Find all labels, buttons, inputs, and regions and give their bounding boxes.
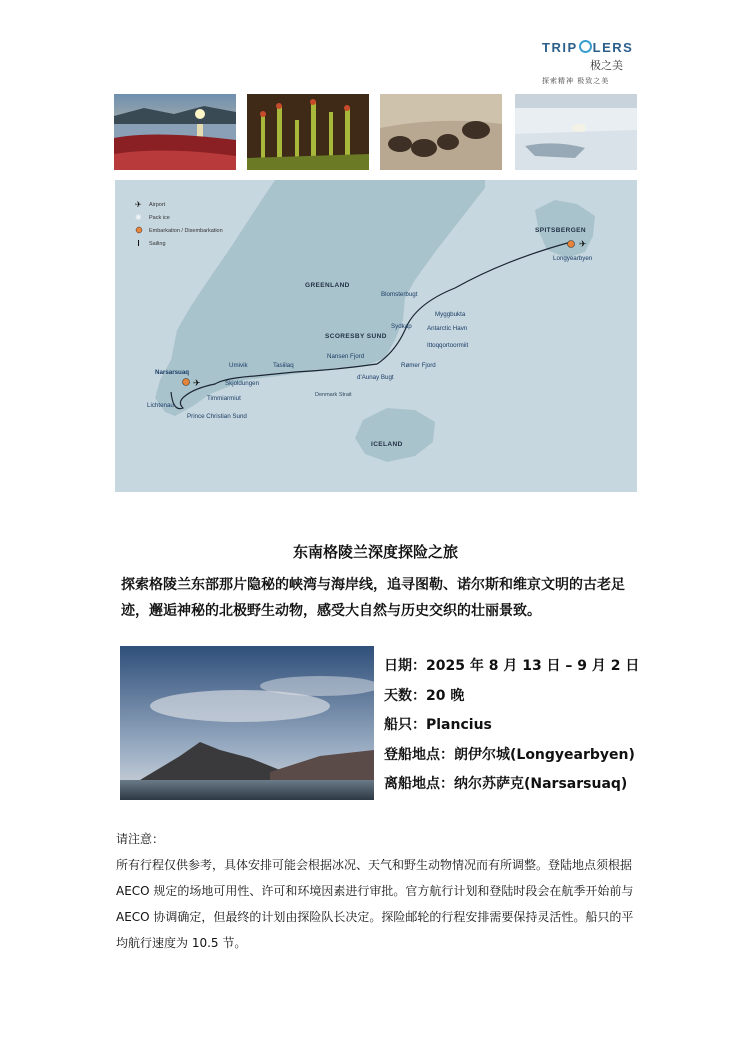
logo-o-ring-icon: [579, 40, 592, 53]
label-myggbukta: Myggbukta: [435, 311, 466, 318]
legend-pack-ice: Pack ice: [149, 215, 170, 221]
label-romer-fjord: Rømer Fjord: [401, 362, 436, 369]
trip-embark: 登船地点：朗伊尔城(Longyearbyen): [384, 746, 635, 763]
legend-sailing-icon: [138, 240, 139, 246]
trip-ship: 船只：Plancius: [384, 717, 492, 733]
legend-airport: Airport: [149, 202, 166, 208]
page-title: 东南格陵兰深度探险之旅: [292, 543, 458, 561]
legend-pack-ice-icon: ✱: [135, 213, 142, 222]
brand-name: TRIP LERS: [542, 40, 634, 55]
label-lichtenau: Lichtenau: [147, 402, 174, 409]
label-greenland: GREENLAND: [305, 282, 350, 289]
label-narsarsuaq: Narsarsuaq: [155, 369, 190, 376]
label-longyearbyen: Longyearbyen: [553, 255, 593, 262]
photo-muskoxen: [380, 94, 502, 170]
label-spitsbergen: SPITSBERGEN: [535, 227, 586, 234]
airport-icon-narsarsuaq: ✈: [193, 379, 201, 389]
trip-disembark: 离船地点：纳尔苏萨克(Narsarsuaq): [384, 776, 628, 792]
label-tasiilaq: Tasiilaq: [273, 362, 294, 369]
label-iceland: ICELAND: [371, 441, 403, 448]
label-scoresby-sund: SCORESBY SUND: [325, 333, 387, 340]
note-heading: 请注意：: [116, 832, 165, 846]
photo-polar-bear: [515, 94, 637, 170]
label-umivik: Umivik: [229, 362, 248, 369]
label-daunay-bugt: d'Aunay Bugt: [357, 374, 394, 381]
label-antarctic-havn: Antarctic Havn: [427, 325, 468, 332]
photo-sunset-fjord: [114, 94, 236, 170]
note-body: 所有行程仅供参考，具体安排可能会根据冰况、天气和野生动物情况而有所调整。登陆地点须根据 AECO 规定的场地可用性、许可和环境因素进行审批。官方航行计划和登陆时段会在航季开始前与 AECO 协调确定，但最终的计划由探险队长决定。探险邮轮的行程安排需要保持灵活性。船只的平均航行速度为 10.5 节。: [116, 858, 634, 950]
marker-longyearbyen: [568, 241, 575, 248]
marker-narsarsuaq: [183, 379, 190, 386]
label-skjoldungen: Skjoldungen: [225, 380, 260, 387]
label-denmark-strait: Denmark Strait: [315, 392, 352, 398]
brand-cn-name: 极之美: [590, 59, 623, 72]
airport-icon-longyearbyen: ✈: [579, 240, 587, 250]
label-ittoqqortoormiit: Ittoqqortoormiit: [427, 342, 469, 349]
label-prince-christian-sund: Prince Christian Sund: [187, 413, 247, 420]
legend-embark-icon: [136, 227, 142, 233]
label-nansen-fjord: Nansen Fjord: [327, 353, 365, 360]
brand-logo: [542, 40, 642, 86]
photo-fjord-mountains: [120, 646, 374, 800]
trip-date: 日期：2025 年 8 月 13 日 – 9 月 2 日: [384, 658, 640, 674]
legend-airport-icon: ✈: [135, 200, 142, 209]
label-blomsterbugt: Blomsterbugt: [381, 291, 418, 298]
trip-facts: [384, 652, 639, 800]
photo-moss-plants: [247, 94, 369, 170]
legend-sailing: Sailing: [149, 241, 166, 247]
label-timmiarmiut: Timmiarmiut: [207, 395, 241, 402]
route-map: [115, 180, 637, 492]
page-subtitle: 探索格陵兰东部那片隐秘的峡湾与海岸线，追寻图勒、诺尔斯和维京文明的古老足迹，邂逅神秘的北极野生动物，感受大自然与历史交织的壮丽景致。: [121, 577, 625, 619]
legend-embark: Embarkation / Disembarkation: [149, 228, 223, 234]
label-sydkap: Sydkap: [391, 323, 412, 330]
brand-slogan: 探索精神 极致之美: [542, 77, 610, 85]
trip-days: 天数：20 晚: [384, 687, 465, 704]
